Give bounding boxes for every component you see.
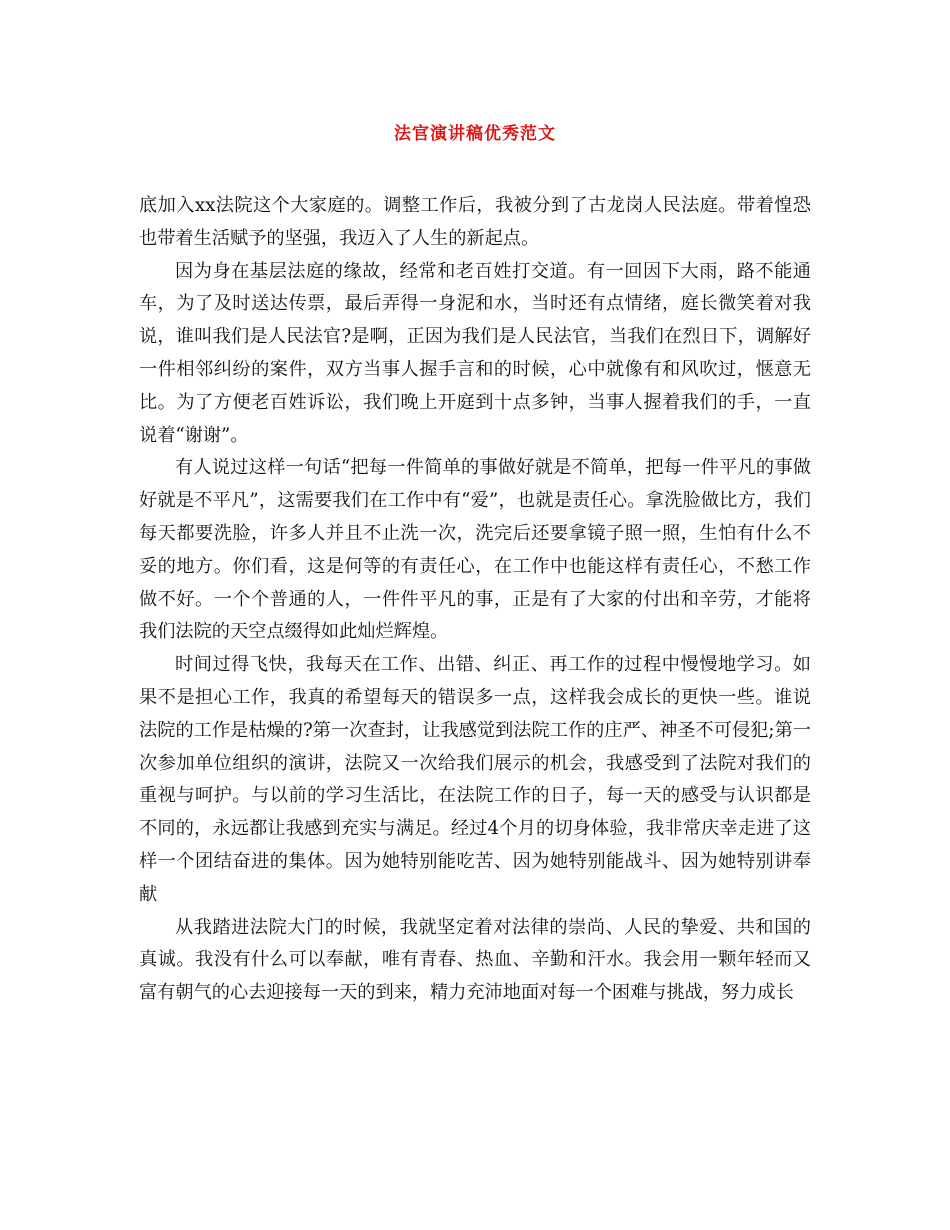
document-body [139,190,811,1010]
paragraph-1: 底加入xx法院这个大家庭的。调整工作后，我被分到了古龙岗人民法庭。带着惶恐也带着生活赋予的坚强，我迈入了人生的新起点。 [139,195,811,249]
paragraph-5: 从我踏进法院大门的时候，我就坚定着对法律的崇尚、人民的挚爱、共和国的真诚。我没有什么可以奉献，唯有青春、热血、辛勤和汗水。我会用一颗年轻而又富有朝气的心去迎接每一天的到来，精力充沛地面对每一个困难与挑战，努力成长 [139,916,811,1004]
document-title: 法官演讲稿优秀范文 [394,124,556,144]
paragraph-3: 有人说过这样一句话“把每一件简单的事做好就是不简单，把每一件平凡的事做好就是不平凡”，这需要我们在工作中有“爱”，也就是责任心。拿洗脸做比方，我们每天都要洗脸，许多人并且不止洗一次，洗完后还要拿镜子照一照，生怕有什么不妥的地方。你们看，这是何等的有责任心，在工作中也能这样有责任心，不愁工作做不好。一个个普通的人，一件件平凡的事，正是有了大家的付出和辛劳，才能将我们法院的天空点缀得如此灿烂辉煌。 [139,457,811,643]
paragraph-2: 因为身在基层法庭的缘故，经常和老百姓打交道。有一回因下大雨，路不能通车，为了及时送达传票，最后弄得一身泥和水，当时还有点情绪，庭长微笑着对我说，谁叫我们是人民法官?是啊，正因为我们是人民法官，当我们在烈日下，调解好一件相邻纠纷的案件，双方当事人握手言和的时候，心中就像有和风吹过，惬意无比。为了方便老百姓诉讼，我们晚上开庭到十点多钟，当事人握着我们的手，一直说着“谢谢”。 [139,260,811,446]
paragraph-4: 时间过得飞快，我每天在工作、出错、纠正、再工作的过程中慢慢地学习。如果不是担心工作，我真的希望每天的错误多一点，这样我会成长的更快一些。谁说法院的工作是枯燥的?第一次查封，让我感觉到法院工作的庄严、神圣不可侵犯;第一次参加单位组织的演讲，法院又一次给我们展示的机会，我感受到了法院对我们的重视与呵护。与以前的学习生活比，在法院工作的日子，每一天的感受与认识都是不同的，永远都让我感到充实与满足。经过4个月的切身体验，我非常庆幸走进了这样一个团结奋进的集体。因为她特别能吃苦、因为她特别能战斗、因为她特别讲奉献 [139,654,811,905]
